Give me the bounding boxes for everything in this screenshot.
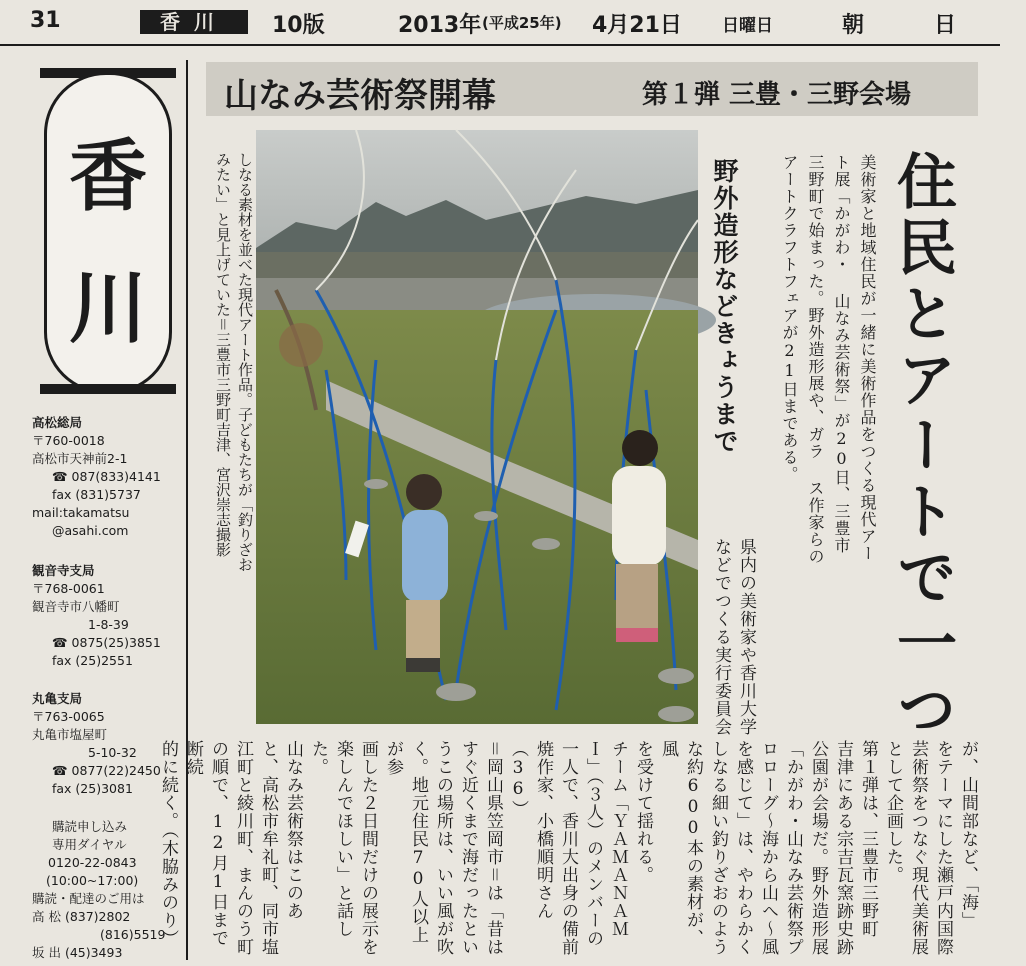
body-line: 吉津にある宗吉瓦窯跡史跡	[833, 740, 853, 956]
article-photo	[256, 130, 698, 724]
body-line: 江町と綾川町、まんのう町	[233, 740, 253, 956]
caption-line: みたい」と見上げていた＝三豊市三野町吉津、宮沢崇志撮影	[214, 152, 232, 557]
body-line: 画した２日間だけの展示を	[358, 740, 378, 956]
bureau-tel: ☎ 087(833)4141	[52, 469, 161, 484]
bureau-address: 丸亀市塩屋町	[32, 727, 108, 742]
body-line: ＝岡山県笠岡市＝は「昔は	[483, 740, 503, 956]
lead-line: ス作家らのアートクラフトフェアが21日まである。	[780, 154, 825, 565]
bureau-postal: 〒768-0061	[32, 581, 105, 596]
prefecture-label: 香川	[140, 10, 248, 34]
body-line: などでつくる実行委員会	[711, 538, 731, 736]
body-line: 楽しんでほしい」と話した。	[308, 740, 353, 938]
body-line: Ｉ」（３人）のメンバーの	[583, 740, 603, 948]
main-headline: 住民とアートで一つ	[887, 150, 957, 744]
prefecture-badge	[40, 68, 176, 398]
body-line: を感じて」は、やわらかく	[733, 740, 753, 956]
body-line: ロローグ～海から山へ～風	[758, 740, 778, 956]
photo-illustration	[256, 130, 698, 724]
body-line: と、高松市牟礼町、同市塩	[258, 740, 278, 956]
body-line: しなる細い釣りざおのよう	[708, 740, 728, 956]
bureau-postal: 〒763-0065	[32, 709, 105, 724]
bureau-kanonji	[32, 562, 161, 670]
bureau-marugame	[32, 690, 161, 798]
bureau-mail: mail:takamatsu	[32, 505, 130, 520]
subscription-line: (816)5519	[100, 927, 166, 942]
body-line: 的に続く。（木脇みのり）	[158, 740, 178, 948]
bureau-address-2: 5-10-32	[88, 745, 137, 760]
body-line: の順で、12月1日まで断続	[183, 740, 228, 947]
headline-banner	[206, 62, 978, 116]
body-line: うこの場所は、いい風が吹	[433, 740, 453, 956]
body-line: すぐ近くまで海だったとい	[458, 740, 478, 956]
bureau-name: 観音寺支局	[32, 563, 95, 578]
body-line: 公園が会場だ。野外造形展	[808, 740, 828, 956]
subhead: 野外造形などきょうまで	[710, 158, 739, 455]
caption-line: しなる素材を並べた現代アート作品。子どもたちが「釣りざお	[236, 152, 254, 572]
subscription-phone: 0120-22-0843	[48, 855, 137, 870]
body-line: く。地元住民70人以上が参	[383, 740, 428, 944]
banner-sub: 第１弾 三豊・三野会場	[642, 80, 912, 110]
bureau-takamatsu	[32, 414, 161, 540]
month-day: 4月21日	[592, 13, 682, 38]
weekday: 日曜日	[722, 16, 773, 36]
body-upper	[708, 538, 758, 738]
body-line: として企画した。	[883, 740, 903, 884]
body-line: チーム「ＹＡＭＡＮＡＭ	[608, 740, 628, 938]
bureau-fax: fax (25)2551	[52, 653, 133, 668]
badge-char-2: 川	[68, 264, 147, 354]
body-line: を受けて揺れる。	[633, 740, 653, 884]
bureau-tel: ☎ 0877(22)2450	[52, 763, 161, 778]
body-line: 第１弾は、三豊市三野町	[858, 740, 878, 938]
body-line: 芸術祭をつなぐ現代美術展	[908, 740, 928, 956]
body-line: 一人で、香川大出身の備前	[558, 740, 578, 956]
page-header	[0, 0, 1026, 42]
body-line: をテーマにした瀬戸内国際	[933, 740, 953, 956]
subscription-hours: (10:00~17:00)	[46, 873, 139, 888]
bureau-address: 高松市天神前2-1	[32, 451, 128, 466]
bureau-tel: ☎ 0875(25)3851	[52, 635, 161, 650]
badge-bottom-bar	[40, 384, 176, 394]
subscription-line: 購読申し込み	[52, 819, 128, 834]
body-line: 「かがわ・山なみ芸術祭プ	[783, 740, 803, 956]
bureau-name: 丸亀支局	[32, 691, 83, 706]
body-line: 焼作家、小橋順明さん（36）	[508, 740, 553, 920]
bureau-fax: fax (25)3081	[52, 781, 133, 796]
bureau-mail-domain: @asahi.com	[52, 523, 129, 538]
bureau-address-2: 1-8-39	[88, 617, 129, 632]
body-line: な約600本の素材が、風	[658, 740, 703, 947]
lead-text	[776, 154, 880, 568]
column-rule	[186, 60, 188, 960]
paper-name: 朝日	[842, 13, 1026, 38]
body-line: 県内の美術家や香川大学	[736, 538, 756, 736]
bureau-fax: fax (831)5737	[52, 487, 141, 502]
bureau-name: 高松総局	[32, 415, 83, 430]
lead-line: 美術家と地域住民が一緒に美術作品をつくる現代アート展「かがわ・	[832, 154, 877, 562]
bureau-postal: 〒760-0018	[32, 433, 105, 448]
page-number: 31	[30, 8, 61, 33]
photo-caption	[212, 152, 256, 592]
subscription-line: 購読・配達のご用は	[32, 891, 145, 906]
banner-main: 山なみ芸術祭開幕	[224, 76, 496, 116]
body-lower	[158, 740, 980, 960]
body-line: 山なみ芸術祭はこのあ	[283, 740, 303, 920]
bureau-address: 観音寺市八幡町	[32, 599, 120, 614]
header-rule	[0, 44, 1000, 46]
lead-line: 山なみ芸術祭」が20日、三豊市三野町で始まった。野外造形展や、ガラ	[806, 154, 851, 554]
year: 2013年	[398, 13, 482, 38]
badge-char-1: 香	[68, 132, 147, 222]
subscription-line: 坂 出 (45)3493	[32, 945, 123, 960]
subscription-line: 専用ダイヤル	[52, 837, 127, 852]
era: (平成25年)	[482, 14, 562, 32]
body-line: が、山間部など、「海」	[958, 740, 978, 930]
edition: 10版	[272, 13, 325, 38]
subscription-line: 高 松 (837)2802	[32, 909, 131, 924]
